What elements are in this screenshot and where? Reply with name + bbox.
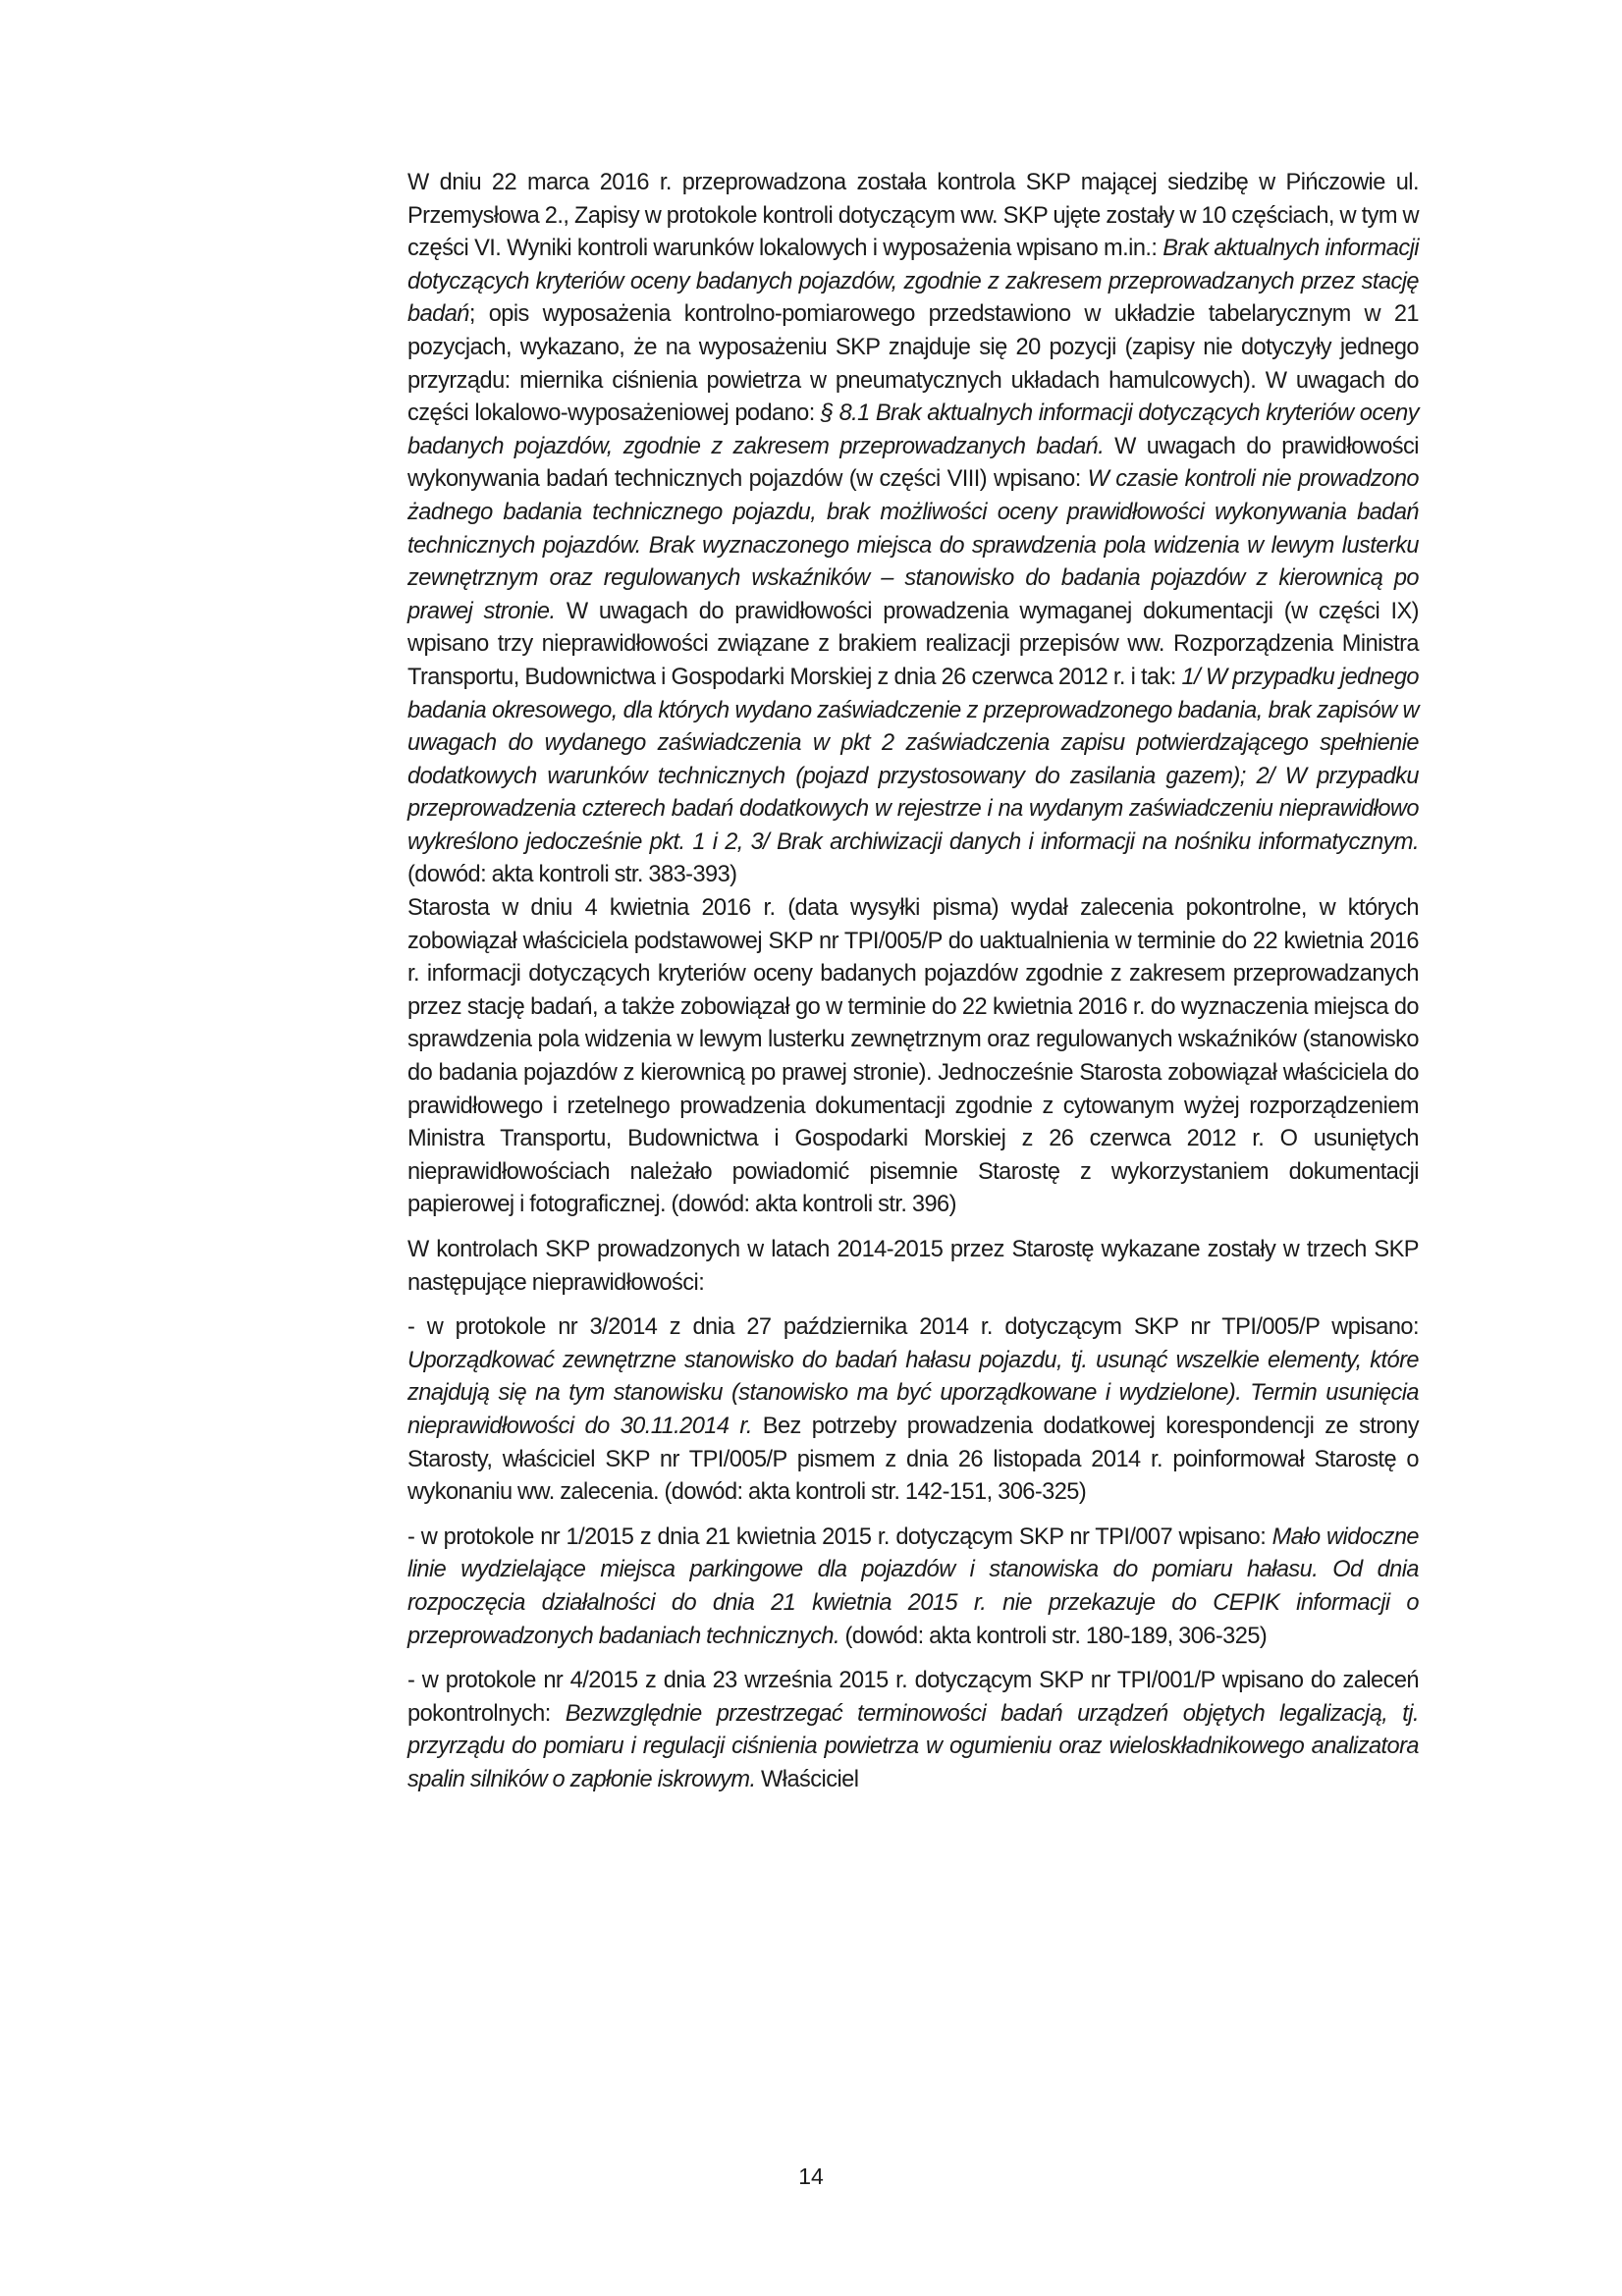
text-run: W dniu 22 marca 2016 r. przeprowadzona została kontrola SKP mającej siedzibę w Pińczowie ul. Przemysłowa 2., Zapisy w protokole kontroli dotyczącym ww. SKP ujęte zostały w 10 częściach, w tym w części VI. Wyniki kontroli warunków lokalowych i wyposażenia wpisano m.in.:: [407, 170, 1419, 262]
text-run: - w protokole nr 3/2014 z dnia 27 października 2014 r. dotyczącym SKP nr TPI/005/P wpisano:: [407, 1314, 1419, 1341]
text-run: Starosta w dniu 4 kwietnia 2016 r. (data wysyłki pisma) wydał zalecenia pokontrolne, w których zobowiązał właściciela podstawowej SKP nr TPI/005/P do uaktualnienia w terminie do 22 kwietnia 2016 r. informacji dotyczących kryteriów oceny badanych pojazdów zgodnie z zakresem przeprowadzanych przez stację badań, a także zobowiązał go w terminie do 22 kwietnia 2016 r. do wyznaczenia miejsca do sprawdzenia pola widzenia w lewym lusterku zewnętrznym oraz regulowanych wskaźników (stanowisko do badania pojazdów z kierownicą po prawej stronie). Jednocześnie Starosta zobowiązał właściciela do prawidłowego i rzetelnego prowadzenia dokumentacji zgodnie z cytowanym wyżej rozporządzeniem Ministra Transportu, Budownictwa i Gospodarki Morskiej z 26 czerwca 2012 r. O usuniętych nieprawidłowościach należało powiadomić pisemnie Starostę z wykorzystaniem dokumentacji papierowej i fotograficznej. (dowód: akta kontroli str. 396): [407, 895, 1419, 1218]
text-run-italic: 1/ W przypadku jednego badania okresowego, dla których wydano zaświadczenie z przeprowadzonego badania, brak zapisów w uwagach do wydanego zaświadczenia w pkt 2 zaświadczenia zapisu potwierdzającego spełnienie dodatkowych warunków technicznych (pojazd przystosowany do zasilania gazem); 2/ W przypadku przeprowadzenia czterech badań dodatkowych w rejestrze i na wydanym zaświadczeniu nieprawidłowo wykreślono jedocześnie pkt. 1 i 2, 3/ Brak archiwizacji danych i informacji na nośniku informatycznym.: [407, 664, 1419, 855]
text-run-italic: W czasie kontroli nie prowadzono żadnego badania technicznego pojazdu, brak możliwości oceny prawidłowości wykonywania badań technicznych pojazdów. Brak wyznaczonego miejsca do sprawdzenia pola widzenia w lewym lusterku zewnętrznym oraz regulowanych wskaźników – stanowisko do badania pojazdów z kierownicą po prawej stronie.: [407, 466, 1419, 624]
text-run: (dowód: akta kontroli str. 383-393): [407, 862, 737, 888]
text-run-italic: § 8.1 Brak aktualnych informacji dotyczących kryteriów oceny badanych pojazdów, zgodnie z zakresem przeprowadzanych badań.: [407, 400, 1419, 459]
text-run: (dowód: akta kontroli str. 180-189, 306-325): [838, 1623, 1268, 1649]
paragraph-kontrola-pinczow: [407, 167, 1419, 892]
page-number: 14: [798, 2163, 824, 2189]
paragraph-protokol-4-2015: [407, 1665, 1419, 1796]
text-run: - w protokole nr 4/2015 z dnia 23 września 2015 r. dotyczącym SKP nr TPI/001/P wpisano do zaleceń pokontrolnych:: [407, 1668, 1419, 1727]
text-run: W kontrolach SKP prowadzonych w latach 2014-2015 przez Starostę wykazane zostały w trzech SKP następujące nieprawidłowości:: [407, 1237, 1419, 1296]
text-run: W uwagach do prawidłowości wykonywania badań technicznych pojazdów (w części VIII) wpisano:: [407, 433, 1419, 493]
paragraph-zalecenia-starosty: [407, 892, 1419, 1222]
text-run: ; opis wyposażenia kontrolno-pomiarowego przedstawiono w układzie tabelarycznym w 21 pozycjach, wykazano, że na wyposażeniu SKP znajduje się 20 pozycji (zapisy nie dotyczyły jednego przyrządu: miernika ciśnienia powietrza w pneumatycznych układach hamulcowych). W uwagach do części lokalowo-wyposażeniowej podano:: [407, 301, 1419, 427]
paragraph-protokol-1-2015: [407, 1522, 1419, 1653]
text-run: Właściciel: [755, 1766, 859, 1792]
text-run-italic: Brak aktualnych informacji dotyczących kryteriów oceny badanych pojazdów, zgodnie z zakresem przeprowadzanych przez stację badań: [407, 236, 1419, 328]
text-run: W uwagach do prawidłowości prowadzenia wymaganej dokumentacji (w części IX) wpisano trzy nieprawidłowości związane z brakiem realizacji przepisów ww. Rozporządzenia Ministra Transportu, Budownictwa i Gospodarki Morskiej z dnia 26 czerwca 2012 r. i tak:: [407, 598, 1419, 690]
text-run-italic: Bezwzględnie przestrzegać terminowości badań urządzeń objętych legalizacją, tj. przyrządu do pomiaru i regulacji ciśnienia powietrza w ogumieniu oraz wieloskładnikowego analizatora spalin silników o zapłonie iskrowym.: [407, 1700, 1419, 1792]
paragraph-kontrole-2014-2015: [407, 1234, 1419, 1300]
paragraph-protokol-3-2014: [407, 1311, 1419, 1510]
text-run: Bez potrzeby prowadzenia dodatkowej korespondencji ze strony Starosty, właściciel SKP nr TPI/005/P pismem z dnia 26 listopada 2014 r. poinformował Starostę o wykonaniu ww. zalecenia. (dowód: akta kontroli str. 142-151, 306-325): [407, 1413, 1419, 1506]
document-body: [407, 167, 1419, 1797]
text-run: - w protokole nr 1/2015 z dnia 21 kwietnia 2015 r. dotyczącym SKP nr TPI/007 wpisano:: [407, 1523, 1272, 1550]
text-run-italic: Mało widoczne linie wydzielające miejsca parkingowe dla pojazdów i stanowiska do pomiaru hałasu. Od dnia rozpoczęcia działalności do dnia 21 kwietnia 2015 r. nie przekazuje do CEPIK informacji o przeprowadzonych badaniach technicznych.: [407, 1523, 1419, 1649]
text-run-italic: Uporządkować zewnętrzne stanowisko do badań hałasu pojazdu, tj. usunąć wszelkie elementy, które znajdują się na tym stanowisku (stanowisko ma być uporządkowane i wydzielone). Termin usunięcia nieprawidłowości do 30.11.2014 r.: [407, 1347, 1419, 1439]
